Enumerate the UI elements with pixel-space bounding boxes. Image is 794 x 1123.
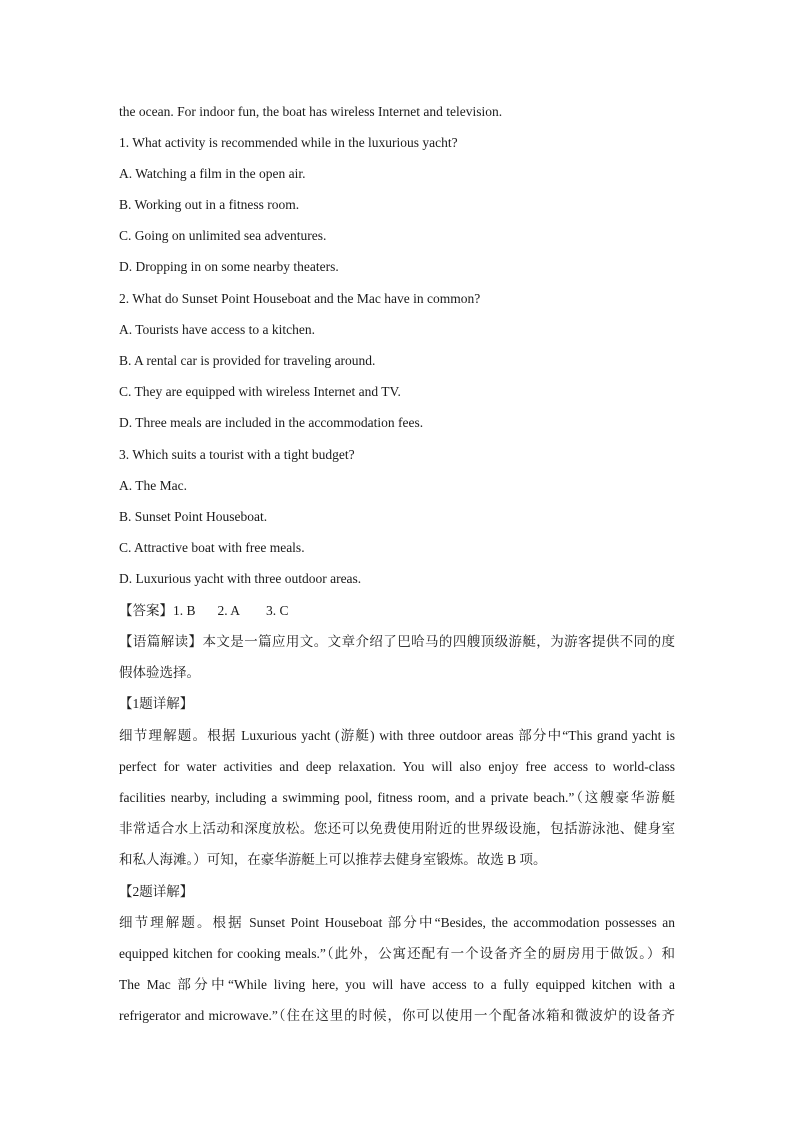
question-2-option-d: D. Three meals are included in the accommodation fees. [119,415,424,430]
detail-1-line-4: 非常适合水上活动和深度放松。您还可以免费使用附近的世界级设施，包括游泳池、健身室 [119,821,675,836]
question-1-option-d: D. Dropping in on some nearby theaters. [119,259,339,274]
answer-item-3: 3. C [266,603,289,618]
detail-2-line-4: refrigerator and microwave.”（住在这里的时候，你可以使用一个配备冰箱和微波炉的设备齐 [119,1008,675,1023]
question-2-option-b: B. A rental car is provided for traveling around. [119,353,376,368]
answer-label: 【答案】 [119,603,173,618]
question-3-option-d: D. Luxurious yacht with three outdoor areas. [119,571,362,586]
question-2-option-c: C. They are equipped with wireless Internet and TV. [119,384,401,399]
detail-1-line-5: 和私人海滩。）可知，在豪华游艇上可以推荐去健身室锻炼。故选 B 项。 [119,852,547,867]
detail-1-heading: 【1题详解】 [119,696,194,711]
detail-2-heading: 【2题详解】 [119,884,194,899]
question-2-option-a: A. Tourists have access to a kitchen. [119,322,316,337]
detail-2-line-2: equipped kitchen for cooking meals.”（此外，公寓还配有一个设备齐全的厨房用于做饭。）和 [119,946,675,961]
answer-item-2: 2. A [217,603,241,618]
question-1-option-a: A. Watching a film in the open air. [119,166,306,181]
question-1-option-c: C. Going on unlimited sea adventures. [119,228,327,243]
detail-2-line-1: 细节理解题。根据 Sunset Point Houseboat 部分中“Besides, the accommodation possesses an [119,915,675,930]
reading-summary-line-1: 【语篇解读】本文是一篇应用文。文章介绍了巴哈马的四艘顶级游艇，为游客提供不同的度 [119,634,675,649]
detail-2-line-3: The Mac 部分中“While living here, you will have access to a fully equipped kitchen with a [119,977,675,992]
answer-line [119,602,675,620]
detail-1-line-1: 细节理解题。根据 Luxurious yacht (游艇) with three outdoor areas 部分中“This grand yacht is [119,728,675,743]
question-1-option-b: B. Working out in a fitness room. [119,197,300,212]
question-1-stem: 1. What activity is recommended while in the luxurious yacht? [119,135,458,150]
detail-1-line-2: perfect for water activities and deep relaxation. You will also enjoy free access to world-class [119,759,675,774]
reading-summary-line-2: 假体验选择。 [119,665,200,680]
question-3-stem: 3. Which suits a tourist with a tight budget? [119,447,355,462]
detail-1-line-3: facilities nearby, including a swimming pool, fitness room, and a private beach.”（这艘豪华游艇 [119,790,675,805]
question-3-option-c: C. Attractive boat with free meals. [119,540,305,555]
question-3-option-a: A. The Mac. [119,478,187,493]
question-2-stem: 2. What do Sunset Point Houseboat and the Mac have in common? [119,291,481,306]
intro-tail-text: the ocean. For indoor fun, the boat has wireless Internet and television. [119,104,503,119]
answer-item-1: 1. B [173,603,196,618]
question-3-option-b: B. Sunset Point Houseboat. [119,509,268,524]
